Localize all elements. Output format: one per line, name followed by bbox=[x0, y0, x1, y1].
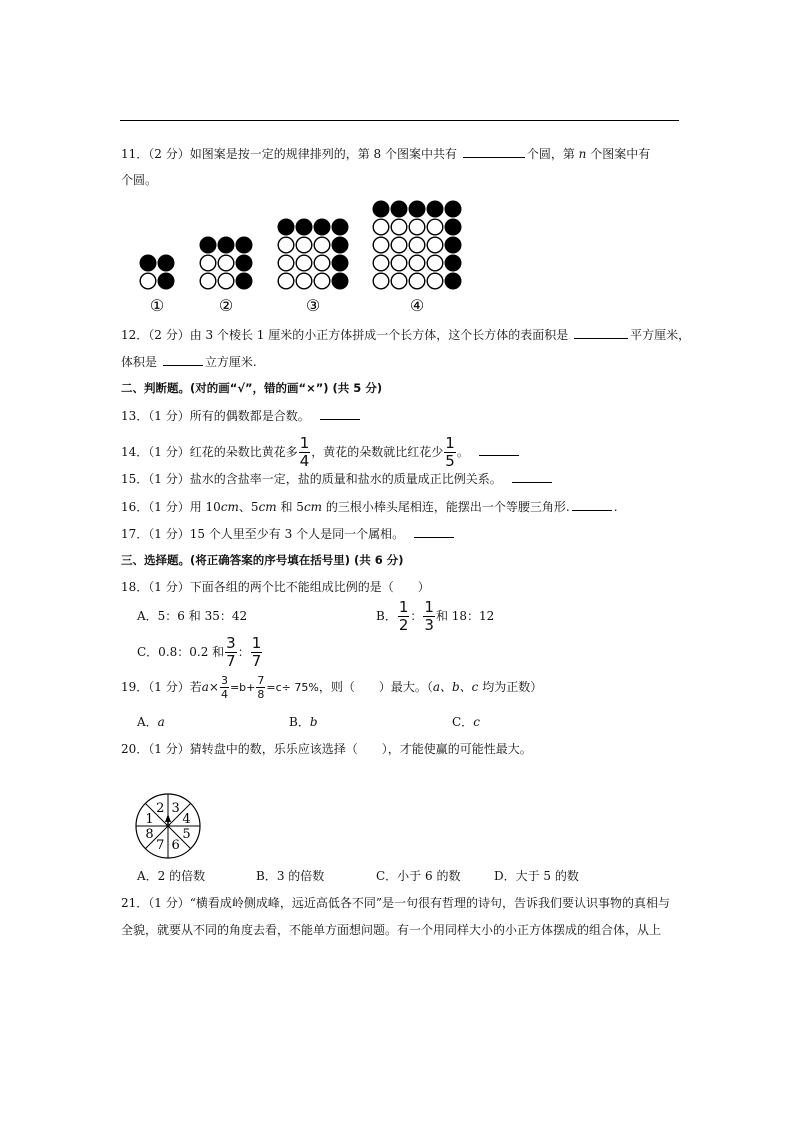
black-circle bbox=[140, 255, 156, 271]
black-circle bbox=[445, 237, 461, 253]
white-circle bbox=[409, 273, 425, 289]
option-letter: C． bbox=[452, 715, 474, 729]
spinner-number: 4 bbox=[182, 811, 191, 827]
black-circle bbox=[278, 219, 294, 235]
spinner-number: 1 bbox=[145, 811, 154, 827]
black-circle bbox=[314, 219, 330, 235]
q19-option-c[interactable] bbox=[452, 713, 480, 730]
black-circle bbox=[218, 237, 234, 253]
q11-text-2: 个圆。 bbox=[121, 173, 158, 187]
fraction-denominator: 7 bbox=[226, 652, 236, 670]
white-circle bbox=[391, 255, 407, 271]
q12-text-post: 平方厘米， bbox=[630, 328, 691, 342]
fraction-denominator: 7 bbox=[251, 652, 262, 670]
q11-text-mid: 个圆，第 bbox=[526, 147, 575, 161]
q16 bbox=[121, 498, 618, 515]
header-rule bbox=[120, 120, 679, 121]
white-circle bbox=[373, 273, 389, 289]
q17-answer-blank[interactable] bbox=[414, 525, 454, 538]
q20-stem: 20．（1 分）猜转盘中的数，乐乐应该选择（ ），才能使赢的可能性最大。 bbox=[121, 742, 532, 756]
q19-text-end: 均为正数） bbox=[478, 680, 543, 694]
white-circle bbox=[427, 273, 443, 289]
q15-text: 15．（1 分）盐水的含盐率一定，盐的质量和盐水的质量成正比例关系。 bbox=[121, 472, 502, 486]
q15 bbox=[121, 470, 552, 487]
black-circle bbox=[445, 273, 461, 289]
q19-text: 19．（1 分）若 bbox=[121, 680, 202, 694]
spinner-number: 7 bbox=[156, 838, 165, 853]
fraction-numerator: 1 bbox=[445, 434, 455, 452]
black-circle bbox=[332, 237, 348, 253]
q18-b-fraction-2 bbox=[423, 600, 435, 633]
q14 bbox=[121, 436, 519, 469]
option-value: b bbox=[309, 715, 318, 729]
q20-option-a[interactable]: A．2 的倍数 bbox=[137, 869, 206, 883]
q11-line2 bbox=[121, 172, 157, 188]
black-circle bbox=[445, 255, 461, 271]
white-circle bbox=[427, 219, 443, 235]
white-circle bbox=[140, 273, 156, 289]
option-letter: A． bbox=[137, 715, 158, 729]
spinner-number: 6 bbox=[171, 838, 180, 853]
q19-stem bbox=[121, 675, 542, 700]
q14-fraction-1 bbox=[299, 436, 311, 469]
fraction-denominator: 3 bbox=[424, 616, 434, 634]
q16-answer-blank[interactable] bbox=[572, 498, 612, 511]
q14-fraction-2 bbox=[444, 436, 456, 469]
q11-circle-patterns bbox=[130, 192, 480, 317]
q16-unit-2: cm bbox=[258, 500, 277, 514]
option-text: C．0.8：0.2 和 bbox=[137, 645, 225, 659]
ratio-separator: ： bbox=[410, 609, 423, 623]
q12-line1 bbox=[121, 326, 690, 343]
white-circle bbox=[373, 237, 389, 253]
white-circle bbox=[391, 237, 407, 253]
black-circle bbox=[427, 201, 443, 217]
q19-fraction-2 bbox=[256, 675, 265, 700]
white-circle bbox=[373, 219, 389, 235]
q18-stem: 18．（1 分）下面各组的两个比不能组成比例的是（ ） bbox=[121, 580, 430, 594]
white-circle bbox=[314, 255, 330, 271]
q19-equation-part-2: =c÷ 75% bbox=[266, 681, 319, 694]
white-circle bbox=[373, 255, 389, 271]
option-letter: B． bbox=[289, 715, 310, 729]
fraction-numerator: 7 bbox=[257, 674, 265, 687]
q15-answer-blank[interactable] bbox=[512, 470, 552, 483]
q14-text-mid: ，黄花的朵数就比红花少 bbox=[311, 445, 444, 459]
q20-spinner bbox=[134, 792, 202, 860]
q18-b-fraction-1 bbox=[398, 600, 410, 633]
fraction-denominator: 8 bbox=[257, 688, 265, 701]
q11-text-post: 个图案中有 bbox=[590, 147, 651, 161]
spinner-number: 8 bbox=[145, 827, 154, 843]
black-circle bbox=[445, 219, 461, 235]
white-circle bbox=[278, 255, 294, 271]
white-circle bbox=[278, 273, 294, 289]
black-circle bbox=[391, 201, 407, 217]
spinner-number: 3 bbox=[171, 801, 180, 816]
white-circle bbox=[409, 219, 425, 235]
black-circle bbox=[296, 219, 312, 235]
q20-option-c[interactable]: C．小于 6 的数 bbox=[376, 869, 461, 883]
black-circle bbox=[158, 273, 174, 289]
black-circle bbox=[332, 273, 348, 289]
q12-text-2-post: 立方厘米. bbox=[204, 355, 257, 369]
pattern-label-3: ③ bbox=[305, 296, 321, 315]
q19-option-b[interactable] bbox=[289, 713, 318, 730]
white-circle bbox=[409, 237, 425, 253]
q11-text: 11．（2 分）如图案是按一定的规律排列的，第 8 个图案中共有 bbox=[121, 147, 457, 161]
black-circle bbox=[200, 237, 216, 253]
black-circle bbox=[373, 201, 389, 217]
q14-text-post: 。 bbox=[456, 445, 469, 459]
q16-text-1: 16．（1 分）用 10 bbox=[121, 500, 221, 514]
white-circle bbox=[427, 255, 443, 271]
white-circle bbox=[200, 273, 216, 289]
white-circle bbox=[427, 237, 443, 253]
q14-text: 14．（1 分）红花的朵数比黄花多 bbox=[121, 445, 298, 459]
q14-answer-blank[interactable] bbox=[479, 443, 519, 456]
q11-line1 bbox=[121, 145, 650, 162]
q16-text-3: 和 5 bbox=[276, 500, 304, 514]
black-circle bbox=[158, 255, 174, 271]
q19-option-a[interactable] bbox=[137, 713, 165, 730]
q12-answer-blank-2[interactable] bbox=[163, 353, 203, 366]
q13 bbox=[121, 407, 360, 424]
black-circle bbox=[236, 273, 252, 289]
q19-equation-part-1: =b+ bbox=[229, 681, 256, 694]
q19-text-post: ，则（ ）最大。（ bbox=[318, 680, 433, 694]
q20-option-d[interactable]: D．大于 5 的数 bbox=[494, 869, 579, 883]
pattern-label-1: ① bbox=[149, 296, 165, 315]
white-circle bbox=[200, 255, 216, 271]
q16-end: . bbox=[613, 500, 618, 514]
fraction-numerator: 1 bbox=[299, 434, 310, 452]
fraction-numerator: 1 bbox=[424, 598, 434, 616]
white-circle bbox=[314, 237, 330, 253]
q18-c-fraction-1 bbox=[225, 636, 237, 669]
white-circle bbox=[278, 237, 294, 253]
white-circle bbox=[218, 273, 234, 289]
white-circle bbox=[409, 255, 425, 271]
black-circle bbox=[445, 201, 461, 217]
q18-c-fraction-2 bbox=[251, 636, 263, 669]
black-circle bbox=[332, 255, 348, 271]
white-circle bbox=[296, 255, 312, 271]
pattern-label-2: ② bbox=[218, 296, 234, 315]
option-value: a bbox=[157, 715, 165, 729]
option-value: c bbox=[473, 715, 480, 729]
q12-text-2: 体积是 bbox=[121, 355, 158, 369]
section-2-heading: 二、判断题。(对的画“√”，错的画“×”) (共 5 分) bbox=[121, 381, 383, 395]
q13-answer-blank[interactable] bbox=[320, 407, 360, 420]
q11-variable-n: n bbox=[578, 147, 587, 161]
q16-text-4: 的三根小棒头尾相连，能摆出一个等腰三角形. bbox=[322, 500, 570, 514]
q21-line2: 全貌，就要从不同的角度去看，不能单方面想问题。有一个用同样大小的小正方体摆成的组合体，从上 bbox=[121, 923, 662, 937]
fraction-denominator: 4 bbox=[299, 452, 310, 470]
black-circle bbox=[236, 237, 252, 253]
option-text: 和 18：12 bbox=[435, 609, 495, 623]
q20-option-b[interactable]: B．3 的倍数 bbox=[256, 869, 325, 883]
q12-line2 bbox=[121, 353, 257, 370]
fraction-denominator: 4 bbox=[220, 688, 228, 701]
white-circle bbox=[296, 237, 312, 253]
q19-variables: a、b、c bbox=[432, 680, 479, 694]
ratio-separator: ： bbox=[237, 645, 250, 659]
q16-unit-1: cm bbox=[220, 500, 239, 514]
fraction-numerator: 1 bbox=[251, 634, 262, 652]
q11-answer-blank-1[interactable] bbox=[463, 145, 525, 158]
q17 bbox=[121, 525, 454, 542]
q17-text: 17．（1 分）15 个人里至少有 3 个人是同一个属相。 bbox=[121, 527, 405, 541]
white-circle bbox=[391, 273, 407, 289]
q21-line1: 21．（1 分）“横看成岭侧成峰，远近高低各不同”是一句很有哲理的诗句，告诉我们要认识事物的真相与 bbox=[121, 896, 670, 910]
fraction-numerator: 3 bbox=[220, 674, 228, 687]
option-letter: B． bbox=[376, 609, 397, 623]
fraction-numerator: 1 bbox=[398, 598, 409, 616]
white-circle bbox=[218, 255, 234, 271]
spinner-number: 2 bbox=[156, 801, 165, 816]
fraction-denominator: 5 bbox=[445, 452, 455, 470]
black-circle bbox=[409, 201, 425, 217]
times-sign: × bbox=[208, 680, 219, 694]
white-circle bbox=[391, 219, 407, 235]
q18-option-a[interactable]: A．5：6 和 35：42 bbox=[137, 609, 248, 623]
fraction-numerator: 3 bbox=[226, 634, 236, 652]
q12-answer-blank-1[interactable] bbox=[574, 326, 628, 339]
q16-text-2: 、5 bbox=[238, 500, 259, 514]
q12-text: 12．（2 分）由 3 个棱长 1 厘米的小正方体拼成一个长方体，这个长方体的表面积是 bbox=[121, 328, 569, 342]
black-circle bbox=[332, 219, 348, 235]
black-circle bbox=[236, 255, 252, 271]
spinner-number: 5 bbox=[182, 827, 191, 843]
white-circle bbox=[296, 273, 312, 289]
q13-text: 13．（1 分）所有的偶数都是合数。 bbox=[121, 409, 310, 423]
pattern-label-4: ④ bbox=[409, 296, 425, 315]
section-3-heading: 三、选择题。(将正确答案的序号填在括号里) (共 6 分) bbox=[121, 553, 404, 567]
q16-unit-3: cm bbox=[303, 500, 323, 514]
white-circle bbox=[314, 273, 330, 289]
q19-var-a: a bbox=[201, 680, 209, 694]
q18-option-c[interactable] bbox=[137, 636, 263, 669]
fraction-denominator: 2 bbox=[398, 616, 409, 634]
q18-option-b[interactable] bbox=[376, 600, 494, 633]
q19-fraction-1 bbox=[220, 675, 229, 700]
